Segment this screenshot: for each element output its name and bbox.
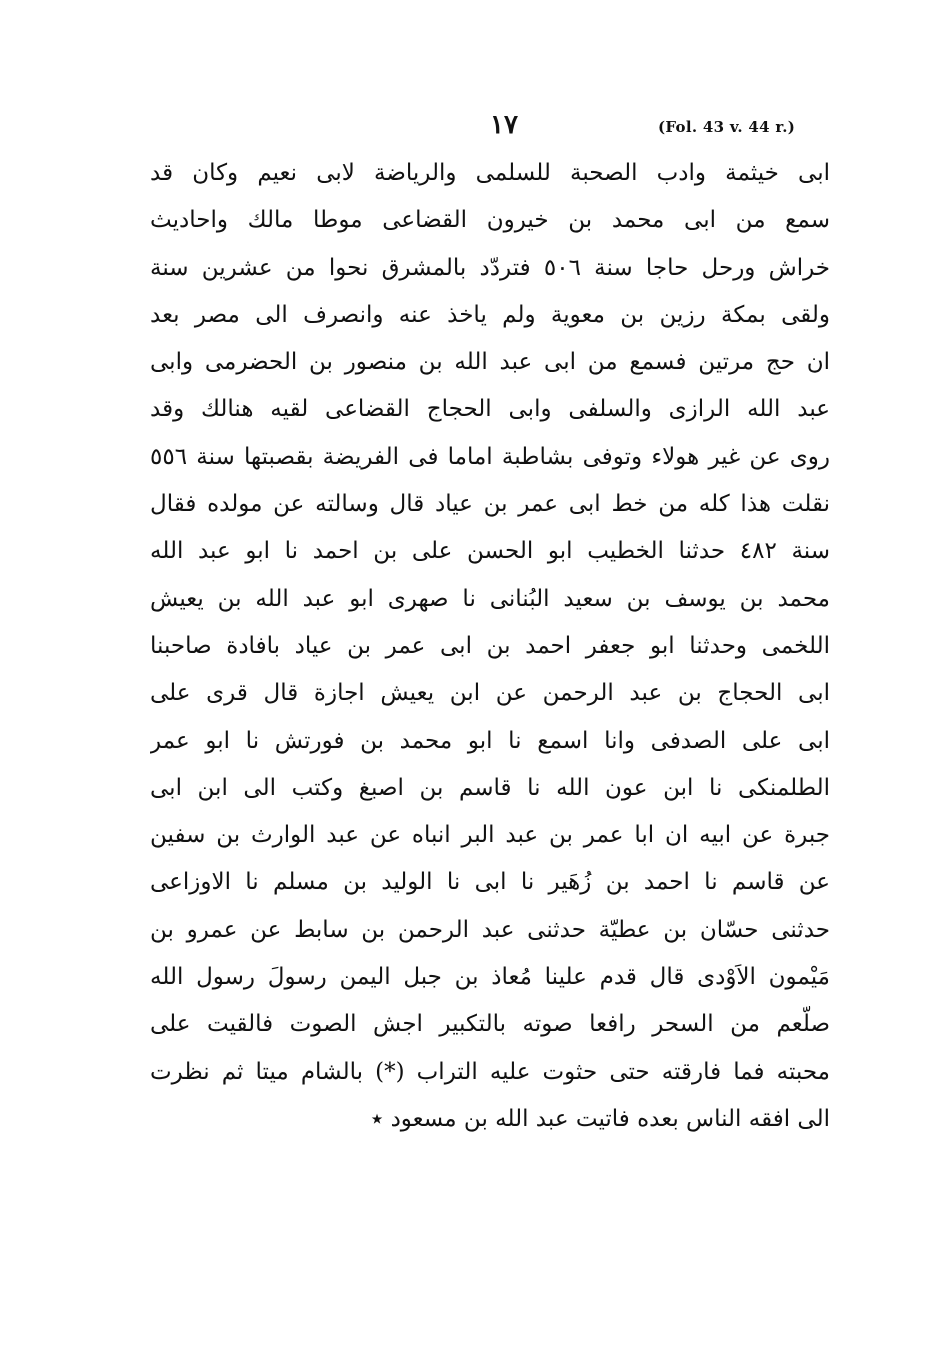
page-header <box>150 110 840 150</box>
text-line: محمد بن يوسف بن سعيد البُنانى نا صهرى ابو عبد الله بن يعيش <box>150 585 830 612</box>
arabic-body-text <box>150 150 830 1143</box>
text-line: ولقى بمكة رزين بن معوية ولم ياخذ عنه وانصرف الى مصر بعد <box>150 301 830 328</box>
text-line: محبته فما فارقته حتى حثوت عليه التراب (*) بالشام ميتا ثم نظرت <box>150 1058 830 1085</box>
text-line: نقلت هذا كله من خط ابى عمر بن عياد قال وسالته عن مولده فقال <box>150 491 830 518</box>
text-line: حدثنى حسّان بن عطيّة حدثنى عبد الرحمن بن سابط عن عمرو بن <box>150 916 830 943</box>
text-line: ابى على الصدفى وانا اسمع نا ابو محمد بن فورتش نا ابو عمر <box>150 727 830 754</box>
text-line: سمع من ابى محمد بن خيرون القضاعى موطا مالك واحاديث <box>150 207 830 234</box>
text-line: خراش ورحل حاجا سنة ٥٠٦ فتردّد بالمشرق نحوا من عشرين سنة <box>150 254 830 281</box>
text-line: اللخمى وحدثنا ابو جعفر احمد بن ابى عمر بن عياد بافادة صاحبنا <box>150 632 830 659</box>
text-line: مَيْمون الاَوْدى قال قدم علينا مُعاذ بن جبل اليمن رسولَ رسول الله <box>150 964 830 991</box>
text-line: جبرة عن ابيه ان ابا عمر بن عبد البر انباه عن عبد الوارث بن سفين <box>150 822 830 849</box>
text-line: عبد الله الرازى والسلفى وابى الحجاج القضاعى لقيه هنالك وقد <box>150 396 830 423</box>
text-line: عن قاسم نا احمد بن زُهَير نا ابى نا الوليد بن مسلم نا الاوزاعى <box>150 869 830 896</box>
page-number: ١٧ <box>490 110 518 140</box>
text-line: ابى الحجاج بن عبد الرحمن عن ابن يعيش اجازة قال قرى على <box>150 680 830 707</box>
text-line: ابى خيثمة وادب الصحبة للسلمى والرياضة لابى نعيم وكان قد <box>150 160 830 186</box>
folio-reference: (Fol. 43 v. 44 r.) <box>658 118 796 136</box>
text-line: روى عن غير هولاء وتوفى بشاطبة اماما فى الفريضة بقصبتها سنة ٥٥٦ <box>150 443 830 470</box>
text-line: صلّعم من السحر رافعا صوته بالتكبير اجش الصوت فالقيت على <box>150 1011 830 1038</box>
text-line: الطلمنكى نا ابن عون الله نا قاسم بن اصبغ وكتب الى ابن ابى <box>150 774 830 801</box>
text-line: ان حج مرتين فسمع من ابى عبد الله بن منصور بن الحضرمى وابى <box>150 349 830 376</box>
text-line: سنة ٤٨٢ حدثنا الخطيب ابو الحسن على بن احمد نا ابو عبد الله <box>150 538 830 565</box>
text-line: الى افقه الناس بعده فاتيت عبد الله بن مسعود ٭ <box>370 1105 830 1132</box>
